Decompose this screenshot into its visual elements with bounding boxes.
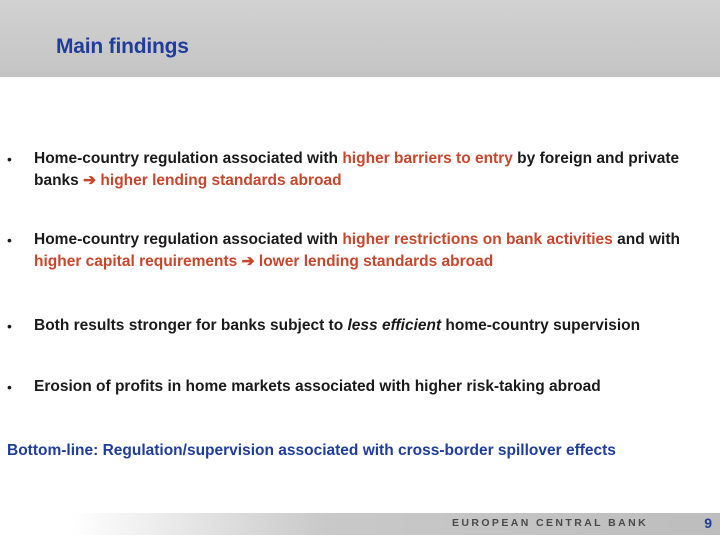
highlight-text: lower lending standards abroad bbox=[258, 253, 494, 270]
highlight-text: higher barriers to entry bbox=[342, 150, 513, 167]
body-text: Home-country regulation associated with bbox=[34, 150, 343, 167]
body-text: home-country supervision bbox=[441, 317, 641, 334]
arrow-icon: ➔ bbox=[83, 172, 97, 189]
ecb-brand-text: EUROPEAN CENTRAL BANK bbox=[452, 517, 649, 529]
bullet-text bbox=[34, 376, 718, 398]
bullet-marker: • bbox=[7, 232, 12, 248]
highlight-text: higher restrictions on bank activities bbox=[342, 231, 613, 248]
italic-text: less efficient bbox=[347, 317, 442, 334]
bullet-marker: • bbox=[7, 379, 12, 395]
body-text: Erosion of profits in home markets associated with higher risk-taking abroad bbox=[34, 378, 601, 395]
body-text: Home-country regulation associated with bbox=[34, 231, 343, 248]
body-text: and with bbox=[612, 231, 680, 248]
bullet-text bbox=[34, 148, 718, 192]
highlight-text: higher capital requirements bbox=[34, 253, 238, 270]
body-text: Both results stronger for banks subject to bbox=[34, 317, 348, 334]
bullet-text bbox=[34, 315, 718, 337]
page-number: 9 bbox=[704, 515, 712, 531]
bullet-text bbox=[34, 229, 718, 273]
body-text: by foreign and private banks bbox=[34, 150, 680, 189]
bullet-marker: • bbox=[7, 318, 12, 334]
bullet-marker: • bbox=[7, 151, 12, 167]
bottom-line-text: Bottom-line: Regulation/supervision associated with cross-border spillover effects bbox=[7, 442, 616, 459]
arrow-icon: ➔ bbox=[241, 253, 255, 270]
page-title: Main findings bbox=[56, 35, 189, 58]
highlight-text: higher lending standards abroad bbox=[100, 172, 342, 189]
